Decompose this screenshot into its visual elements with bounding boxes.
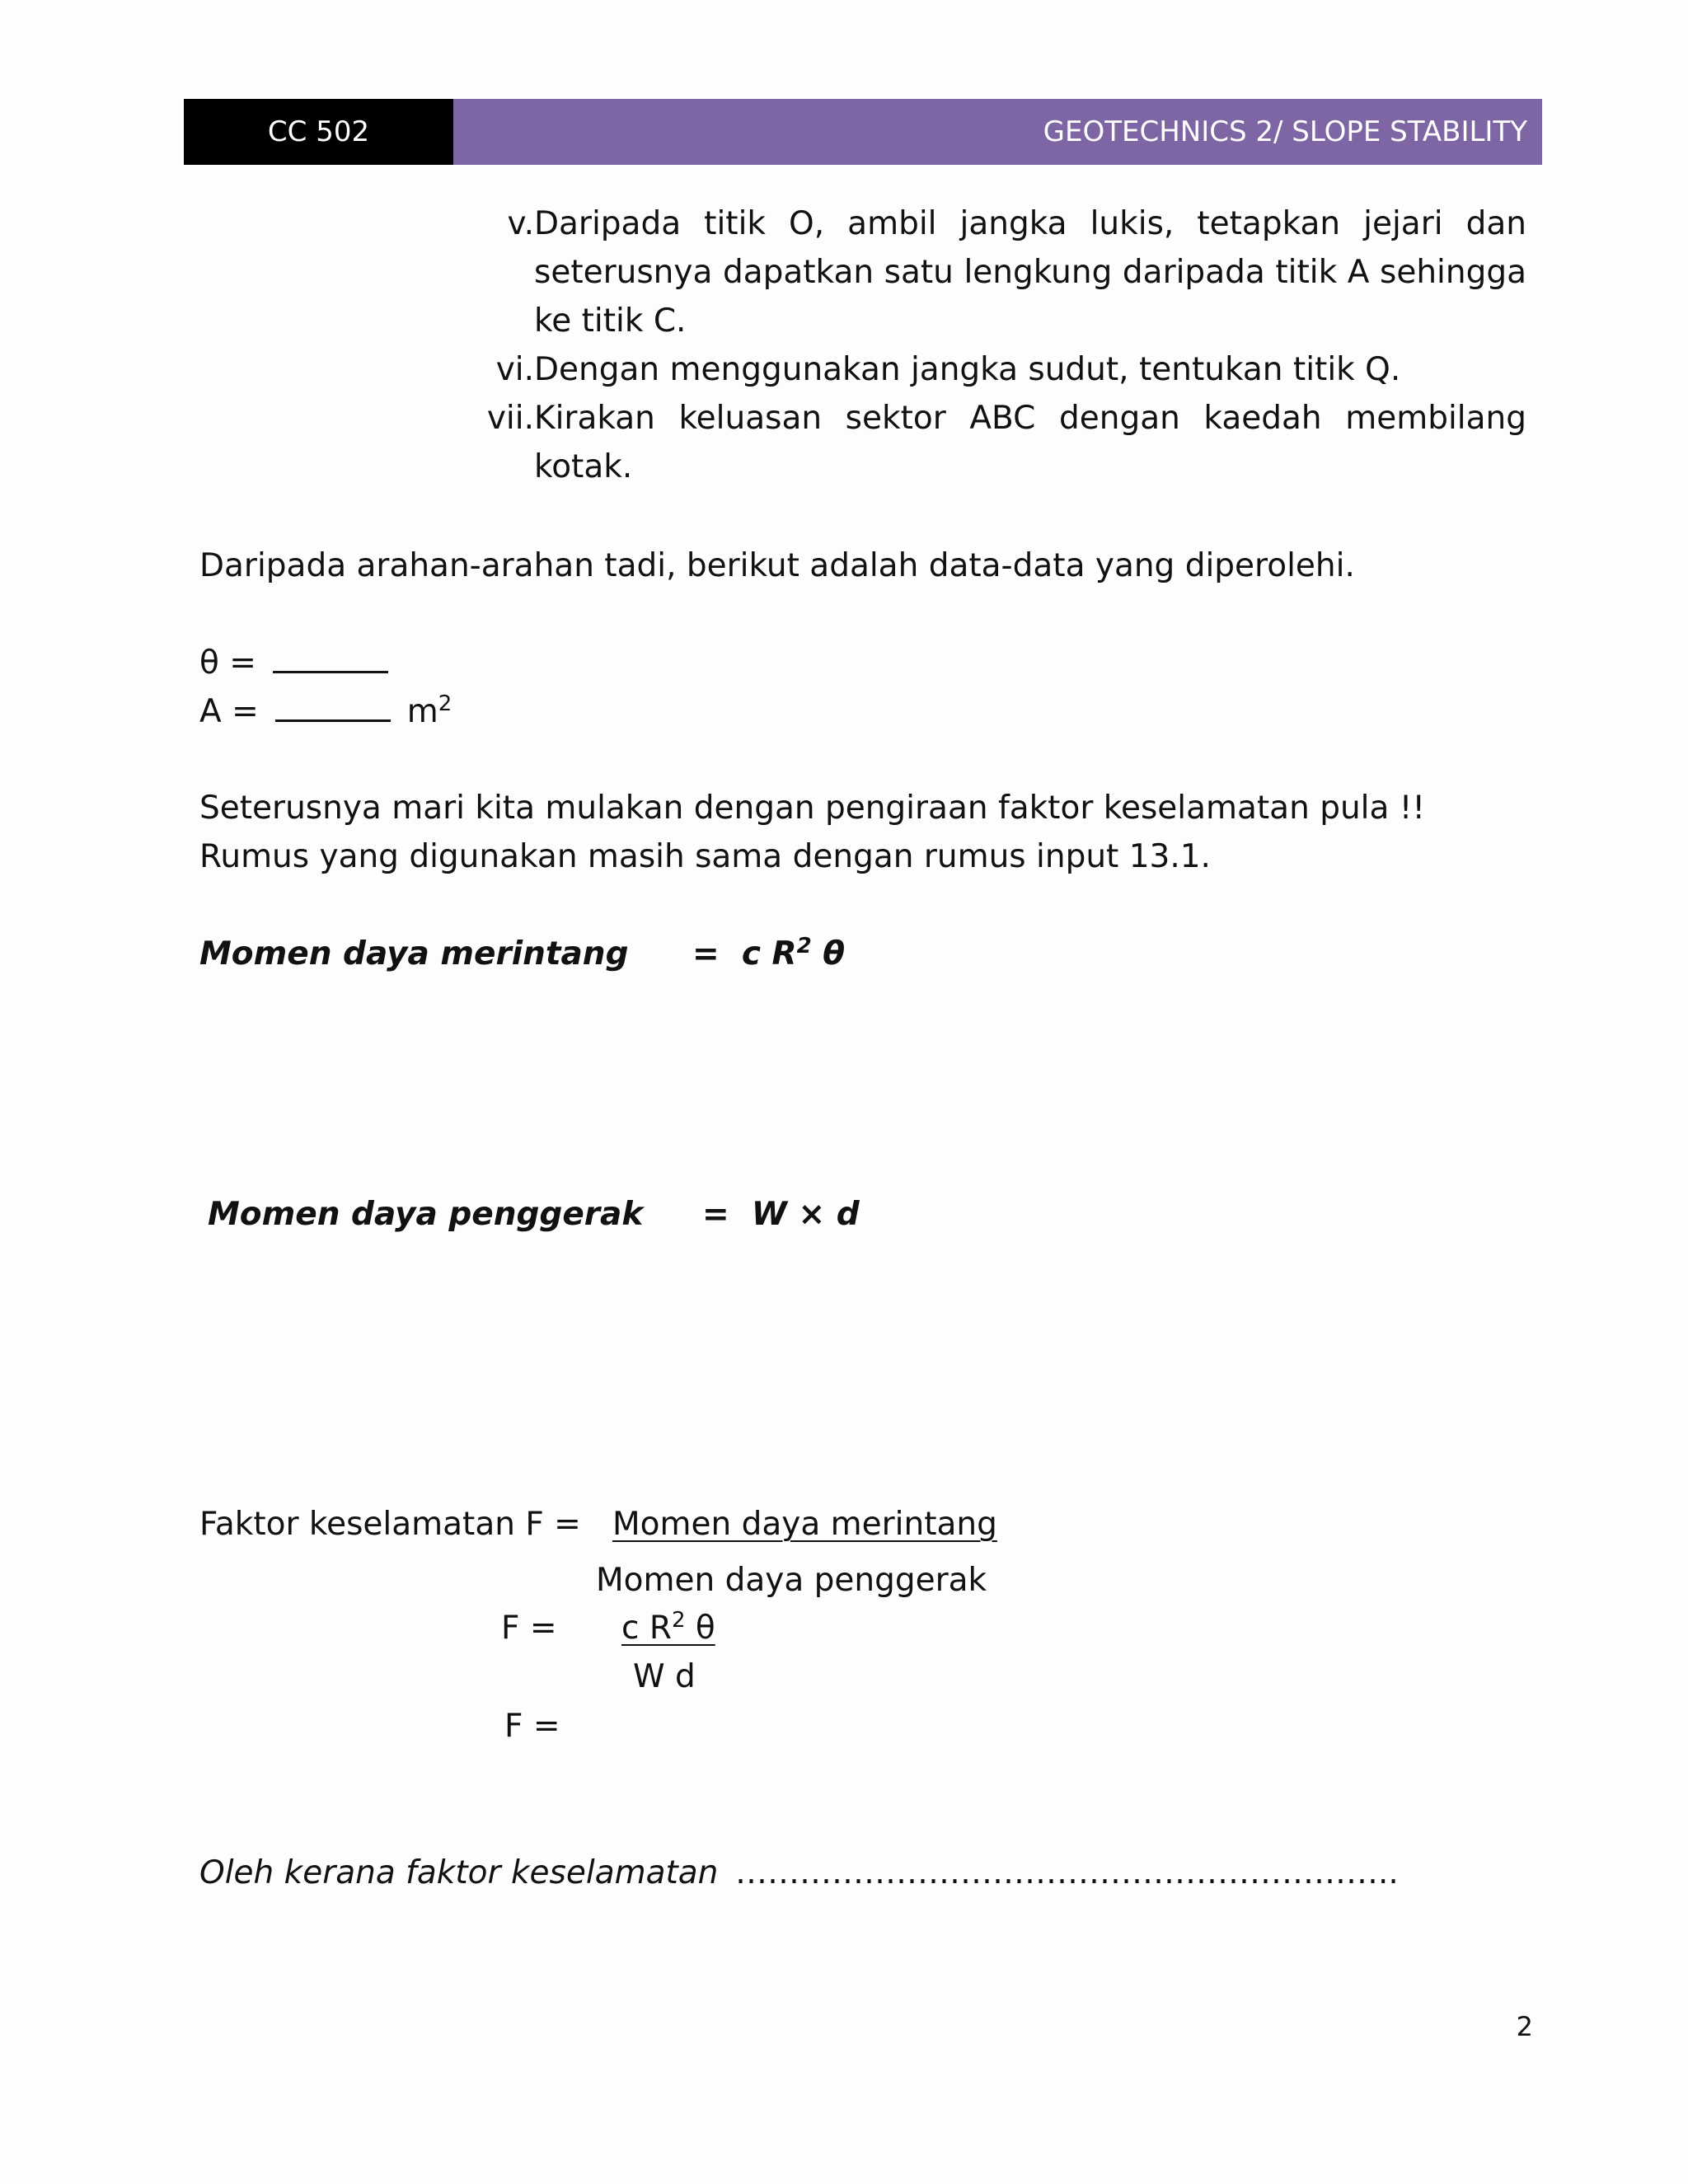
formula-exponent: 2 — [671, 1608, 686, 1633]
driving-moment-label: Momen daya penggerak — [208, 1196, 644, 1233]
step-text: Daripada titik O, ambil jangka lukis, tetapkan jejari dan seterusnya dapatkan satu lengkung daripada titik A sehingga ke titik C. — [534, 205, 1526, 340]
theta-blank — [273, 646, 388, 673]
area-label: A = — [199, 693, 259, 730]
area-field — [199, 687, 452, 736]
next-text-1: Seterusnya mari kita mulakan dengan pengiraan faktor keselamatan pula !! — [199, 790, 1426, 827]
step-v — [478, 199, 1526, 345]
resisting-moment-formula — [692, 930, 845, 978]
formula-exponent: 2 — [796, 934, 812, 958]
equals-sign: = — [702, 1196, 729, 1233]
page-header — [184, 99, 1542, 165]
fos-denominator-formula: W d — [633, 1658, 696, 1695]
document-title: GEOTECHNICS 2/ SLOPE STABILITY — [453, 99, 1542, 165]
formula-text: c R — [621, 1610, 672, 1647]
course-code: CC 502 — [184, 99, 453, 165]
formula-text: c R — [741, 935, 797, 972]
conclusion-dots: …………………………………………………….. — [735, 1854, 1399, 1891]
area-unit: m — [406, 693, 438, 730]
step-text: Kirakan keluasan sektor ABC dengan kaedah membilang kotak. — [534, 400, 1526, 485]
fos-label: Faktor keselamatan F = — [199, 1506, 581, 1543]
step-number: vii. — [486, 400, 534, 437]
formula-text: θ — [685, 1610, 715, 1647]
area-unit-exponent: 2 — [438, 691, 452, 716]
fos-equation-2: F = — [504, 1708, 560, 1745]
theta-field — [199, 639, 388, 687]
next-text-2: Rumus yang digunakan masih sama dengan rumus input 13.1. — [199, 838, 1211, 875]
formula-text: W × d — [751, 1196, 860, 1233]
page-number: 2 — [1516, 2011, 1533, 2042]
fos-denominator: Momen daya penggerak — [596, 1562, 987, 1599]
step-number: v. — [507, 205, 534, 242]
step-text: Dengan menggunakan jangka sudut, tentukan titik Q. — [534, 351, 1401, 388]
formula-text: θ — [811, 935, 846, 972]
step-vii — [478, 394, 1526, 491]
fos-equation-1: F = — [501, 1610, 557, 1647]
fos-numerator: Momen daya merintang — [612, 1506, 997, 1543]
area-blank — [275, 695, 391, 722]
step-vi — [478, 345, 1526, 394]
resisting-moment-label: Momen daya merintang — [199, 935, 629, 972]
equals-sign: = — [692, 935, 720, 972]
conclusion-label: Oleh kerana faktor keselamatan — [199, 1854, 719, 1891]
theta-label: θ = — [199, 644, 256, 682]
step-number: vi. — [495, 351, 534, 388]
intro-text: Daripada arahan-arahan tadi, berikut adalah data-data yang diperolehi. — [199, 547, 1355, 584]
fos-numerator-formula — [621, 1604, 715, 1652]
driving-moment-formula — [702, 1190, 860, 1239]
